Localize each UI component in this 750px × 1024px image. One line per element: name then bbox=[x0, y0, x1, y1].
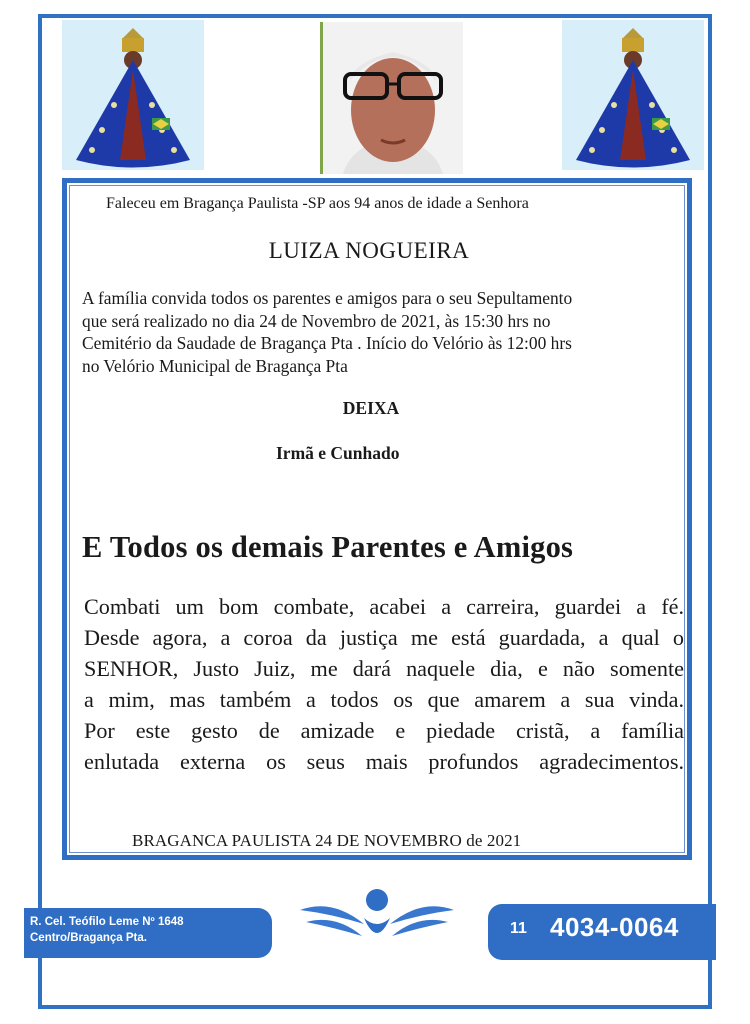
verse-line: Combati um bom combate, acabei a carreira, guardei a fé. bbox=[84, 594, 684, 619]
funeral-details-line: A família convida todos os parentes e amigos para o seu Sepultamento bbox=[82, 288, 573, 308]
funeral-details-line: Cemitério da Saudade de Bragança Pta . Início do Velório às 12:00 hrs bbox=[82, 333, 572, 353]
verse-line: Desde agora, a coroa da justiça me está guardada, a qual o bbox=[84, 625, 684, 650]
phone-area-code: 11 bbox=[510, 920, 527, 937]
funeral-details-line: que será realizado no dia 24 de Novembro de 2021, às 15:30 hrs no bbox=[82, 310, 551, 331]
funeral-home-logo bbox=[292, 888, 462, 968]
bible-verse bbox=[84, 591, 684, 777]
our-lady-aparecida-icon bbox=[562, 20, 704, 170]
verse-line: a mim, mas também a todos os que amarem a sua vinda. bbox=[84, 687, 684, 712]
deixa-heading: DEIXA bbox=[342, 398, 400, 418]
phone-badge bbox=[488, 904, 716, 960]
death-announcement-intro: Faleceu em Bragança Paulista -SP aos 94 anos de idade a Senhora bbox=[106, 195, 529, 212]
survivors: Irmã e Cunhado bbox=[276, 443, 400, 463]
phone-number: 4034-0064 bbox=[550, 912, 679, 942]
verse-line: SENHOR, Justo Juiz, me dará naquele dia, e não somente bbox=[84, 656, 684, 681]
funeral-details-line: no Velório Municipal de Bragança Pta bbox=[82, 355, 348, 376]
closing-title: E Todos os demais Parentes e Amigos bbox=[82, 530, 574, 564]
verse-line: Por este gesto de amizade e piedade cristã, a família bbox=[84, 718, 684, 743]
funeral-details bbox=[82, 287, 572, 377]
deceased-name: LUIZA NOGUEIRA bbox=[268, 238, 470, 263]
footer-date: BRAGANCA PAULISTA 24 DE NOVEMBRO de 2021 bbox=[132, 831, 522, 850]
address-badge bbox=[24, 908, 272, 958]
portrait-photo bbox=[320, 22, 463, 174]
address-line: Centro/Bragança Pta. bbox=[30, 932, 147, 944]
address-line: R. Cel. Teófilo Leme Nº 1648 bbox=[30, 916, 184, 928]
verse-line: enlutada externa os seus mais profundos agradecimentos. bbox=[84, 749, 684, 774]
our-lady-aparecida-icon bbox=[62, 20, 204, 170]
